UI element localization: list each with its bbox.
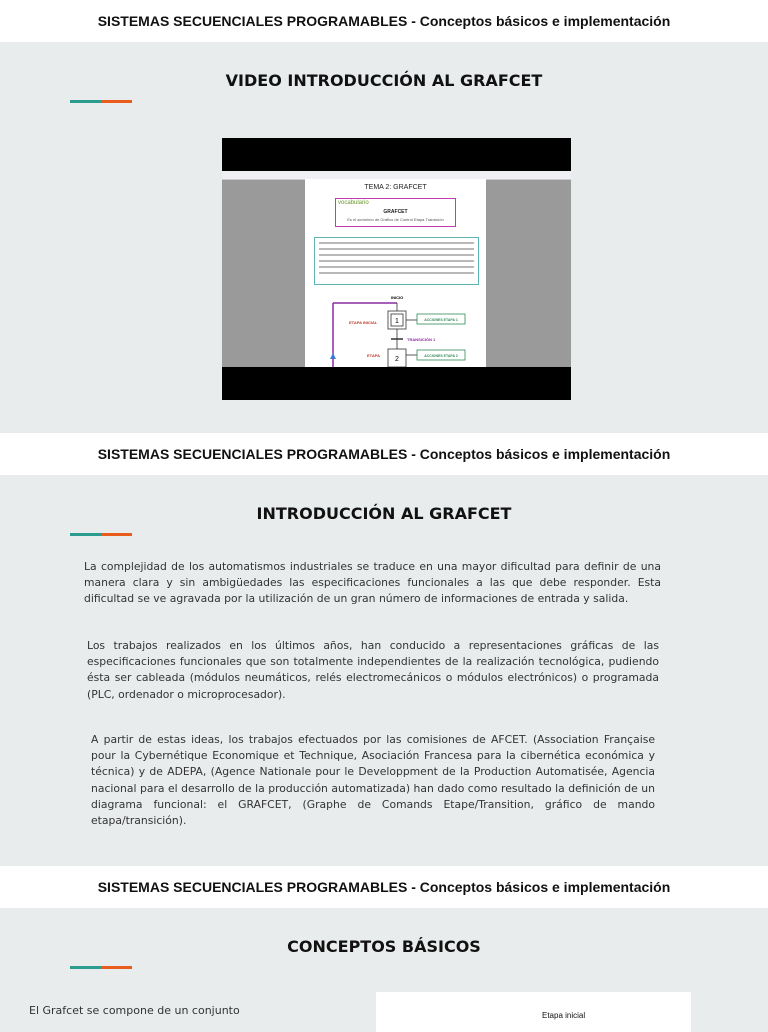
slide-header xyxy=(0,433,768,475)
vocab-term: GRAFCET xyxy=(383,209,408,215)
transition-label: TRANSICIÓN 1 xyxy=(407,337,436,342)
slide-title: CONCEPTOS BÁSICOS xyxy=(287,937,481,956)
initial-step-label: ETAPA INICIAL xyxy=(349,320,378,325)
vocab-definition: Es el acrónimo de Gráfico de Control Etapa Transición xyxy=(347,217,444,222)
vocab-label: vocabulario xyxy=(338,200,369,206)
slide-title: INTRODUCCIÓN AL GRAFCET xyxy=(256,504,512,523)
video-frame xyxy=(222,171,571,367)
doc-title: TEMA 2: GRAFCET xyxy=(364,184,427,191)
initial-step-caption: Etapa inicial xyxy=(542,1011,586,1020)
actions2-label: ACCIONES ETAPA 2 xyxy=(424,354,458,358)
slide-header xyxy=(0,866,768,908)
title-accent-bar xyxy=(70,966,132,969)
video-player[interactable] xyxy=(222,138,571,400)
step1-number: 1 xyxy=(395,318,399,325)
step-label: ETAPA xyxy=(367,353,380,358)
doc-textbox xyxy=(314,237,479,285)
header-text: SISTEMAS SECUENCIALES PROGRAMABLES - Conceptos básicos e implementación xyxy=(97,879,671,895)
title-accent-bar xyxy=(70,100,132,103)
paragraph-2: Los trabajos realizados en los últimos años, han conducido a representaciones gráficas de las especificaciones funcionales que son totalmente independientes de la realización tecnológica, pudiendo ésta ser cableada (módulos neumáticos, relés electromecánicos o módulos electrónicos) o programada (PLC, ordenador o microprocesador). xyxy=(87,639,659,701)
vocab-box xyxy=(335,198,456,227)
slide-title: VIDEO INTRODUCCIÓN AL GRAFCET xyxy=(225,71,543,90)
video-document xyxy=(305,179,486,367)
header-text: SISTEMAS SECUENCIALES PROGRAMABLES - Conceptos básicos e implementación xyxy=(97,446,671,462)
grafcet-diagram xyxy=(305,289,486,367)
slide-header xyxy=(0,0,768,42)
step2-number: 2 xyxy=(395,356,399,363)
header-text: SISTEMAS SECUENCIALES PROGRAMABLES - Conceptos básicos e implementación xyxy=(97,13,671,29)
title-accent-bar xyxy=(70,533,132,536)
basics-text: El Grafcet se compone de un conjunto xyxy=(29,1004,240,1017)
actions1-label: ACCIONES ETAPA 1 xyxy=(424,318,458,322)
start-label: INICIO xyxy=(391,295,404,300)
paragraph-3: A partir de estas ideas, los trabajos efectuados por las comisiones de AFCET. (Association Française pour la Cybernétique Economique et Technique, Asociación Francesa para la cibernética económica y técnica) y de ADEPA, (Agence Nationale pour le Developpment de la Production Automatisée, Agencia nacional para el desarrollo de la producción automatizada) han dado como resultado la definición de un diagrama funcional: el GRAFCET, (Graphe de Comands Etape/Transition, gráfico de mando etapa/transición). xyxy=(91,733,655,828)
paragraph-1: La complejidad de los automatismos industriales se traduce en una mayor dificultad para definir de una manera clara y sin ambigüedades las especificaciones funcionales a las que debe responder. Esta dificultad se ve agravada por la utilización de un gran número de informaciones de entrada y salida. xyxy=(84,560,661,606)
basics-diagram-image xyxy=(376,992,691,1032)
